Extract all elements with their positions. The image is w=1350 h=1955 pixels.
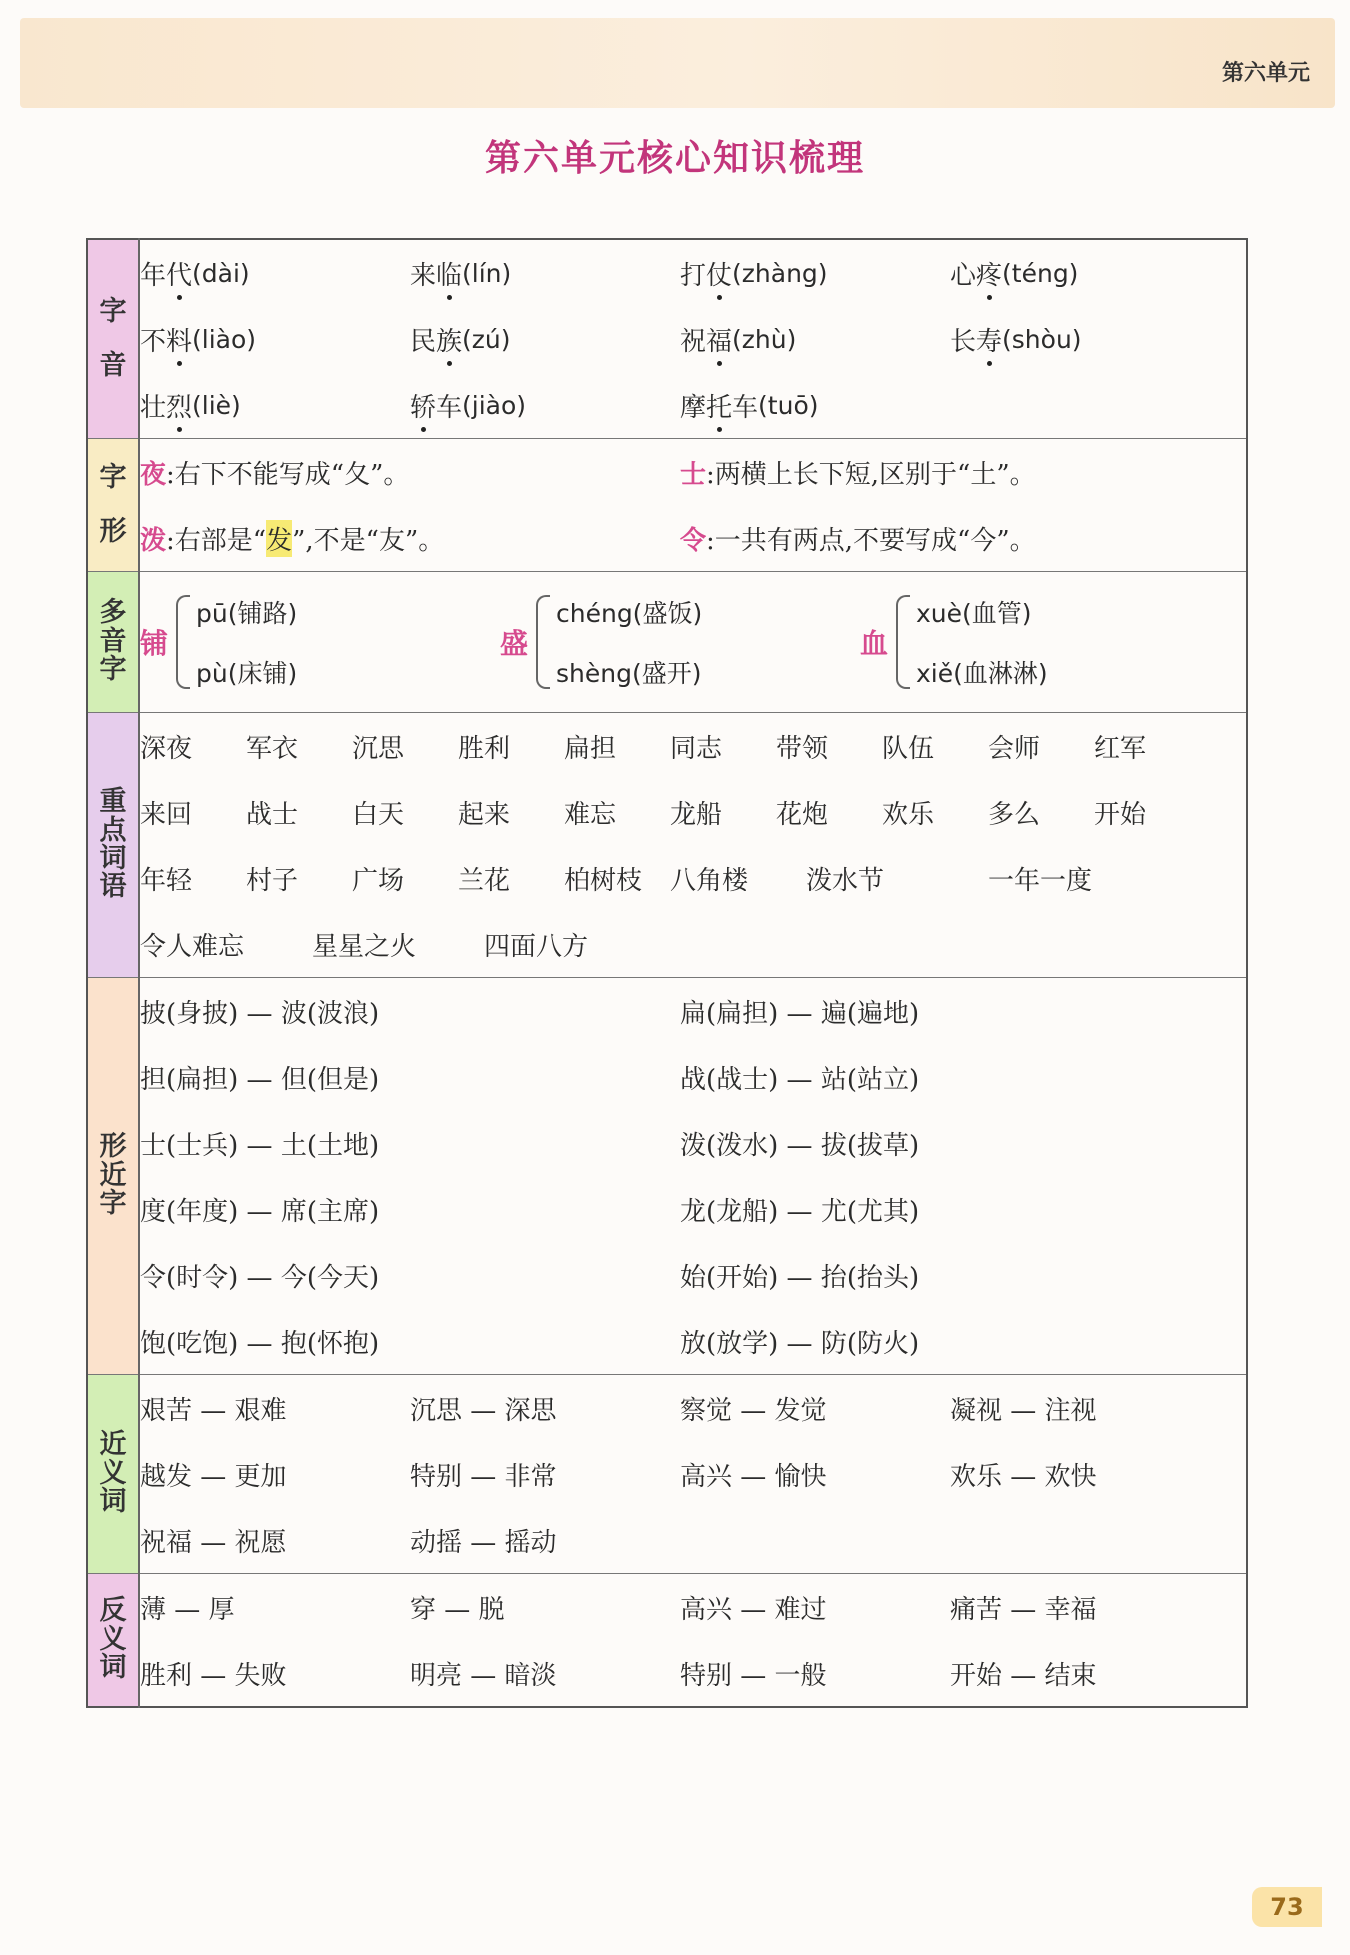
- similar-shape-content: [139, 978, 1247, 1375]
- keyword: 队伍: [882, 733, 935, 764]
- pair-item: 始(开始) — 抬(抬头): [680, 1262, 920, 1293]
- antonym-pair: 痛苦 — 幸福: [950, 1594, 1097, 1625]
- section-polyphonic: [87, 572, 1247, 713]
- section-antonyms: [87, 1574, 1247, 1708]
- pair-item: 龙(龙船) — 尤(尤其): [680, 1196, 920, 1227]
- section-keywords: [87, 713, 1247, 978]
- pair-item: 令(时令) — 今(今天): [140, 1262, 380, 1293]
- synonym-pair: 高兴 — 愉快: [680, 1461, 827, 1492]
- keyword: 欢乐: [882, 799, 935, 830]
- antonym-pair: 薄 — 厚: [140, 1594, 235, 1625]
- section-synonyms: [87, 1375, 1247, 1574]
- antonyms-content: [139, 1574, 1247, 1708]
- brace-icon: [536, 595, 550, 689]
- synonym-pair: 动摇 — 摇动: [410, 1527, 557, 1558]
- polyphonic-content: [139, 572, 1247, 713]
- pair-item: 饱(吃饱) — 抱(怀抱): [140, 1328, 380, 1359]
- shape-item: 夜 :右下不能写成“夂”。: [140, 459, 410, 490]
- section-label: 重 点 词 语: [87, 713, 139, 978]
- keyword: 多么: [988, 799, 1041, 830]
- keyword: 同志: [670, 733, 723, 764]
- synonym-pair: 祝福 — 祝愿: [140, 1527, 287, 1558]
- pair-item: 士(士兵) — 土(土地): [140, 1130, 380, 1161]
- keyword: 沉思: [352, 733, 405, 764]
- unit-label: 第六单元: [1221, 61, 1310, 86]
- synonym-pair: 越发 — 更加: [140, 1461, 287, 1492]
- synonym-pair: 凝视 — 注视: [950, 1395, 1097, 1426]
- pair-item: 披(身披) — 波(波浪): [140, 998, 380, 1029]
- keywords-content: [139, 713, 1247, 978]
- antonym-pair: 开始 — 结束: [950, 1660, 1097, 1691]
- keyword: 柏树枝: [564, 865, 643, 896]
- header-band: [20, 18, 1335, 108]
- keyword: 一年一度: [988, 865, 1093, 896]
- antonym-pair: 明亮 — 暗淡: [410, 1660, 557, 1691]
- keyword: 白天: [352, 799, 405, 830]
- keyword: 难忘: [564, 799, 617, 830]
- keyword: 带领: [776, 733, 829, 764]
- pair-item: 扁(扁担) — 遍(遍地): [680, 998, 920, 1029]
- keyword: 红军: [1094, 733, 1147, 764]
- keyword: 兰花: [458, 865, 511, 896]
- synonym-pair: 察觉 — 发觉: [680, 1395, 827, 1426]
- antonym-pair: 特别 — 一般: [680, 1660, 827, 1691]
- page-title: 第六单元核心知识梳理: [484, 138, 865, 179]
- keyword: 来回: [140, 799, 193, 830]
- section-label: 反 义 词: [87, 1574, 139, 1708]
- synonym-pair: 欢乐 — 欢快: [950, 1461, 1097, 1492]
- shape-content: [139, 439, 1247, 572]
- pronunciation-content: [139, 239, 1247, 439]
- keyword: 年轻: [140, 865, 193, 896]
- pronunciation-item: 来 临 (lín): [410, 240, 680, 306]
- pair-item: 泼(泼水) — 拔(拔草): [680, 1130, 920, 1161]
- pair-item: 战(战士) — 站(站立): [680, 1064, 920, 1095]
- page-number: 73: [1252, 1887, 1322, 1927]
- section-label: 多 音 字: [87, 572, 139, 713]
- polyphonic-item: 血 xuè(血管) xiě(血淋淋): [860, 582, 1220, 702]
- section-label: 形 近 字: [87, 978, 139, 1375]
- shape-item: 士 :两横上长下短,区别于“土”。: [680, 459, 1036, 490]
- keyword: 四面八方: [484, 931, 589, 962]
- keyword: 广场: [352, 865, 405, 896]
- synonyms-content: [139, 1375, 1247, 1574]
- pair-item: 放(放学) — 防(防火): [680, 1328, 920, 1359]
- keyword: 会师: [988, 733, 1041, 764]
- polyphonic-item: 盛 chéng(盛饭) shèng(盛开): [500, 582, 860, 702]
- polyphonic-item: 铺 pū(铺路) pù(床铺): [140, 582, 500, 702]
- section-label: 近 义 词: [87, 1375, 139, 1574]
- pronunciation-item: 长 寿 (shòu): [950, 306, 1220, 372]
- shape-item: 泼 :右部是“ 发 ”,不是“友”。: [140, 505, 680, 571]
- section-label: 字 音: [87, 239, 139, 439]
- keyword: 村子: [246, 865, 299, 896]
- shape-item: 令 :一共有两点,不要写成“今”。: [680, 525, 1036, 556]
- antonym-pair: 高兴 — 难过: [680, 1594, 827, 1625]
- keyword: 起来: [458, 799, 511, 830]
- keyword: 花炮: [776, 799, 829, 830]
- keyword: 星星之火: [312, 931, 417, 962]
- keyword: 泼水节: [806, 865, 885, 896]
- brace-icon: [176, 595, 190, 689]
- keyword: 令人难忘: [140, 931, 245, 962]
- keyword: 军衣: [246, 733, 299, 764]
- pronunciation-item: 民 族 (zú): [410, 306, 680, 372]
- antonym-pair: 胜利 — 失败: [140, 1660, 287, 1691]
- pronunciation-item: 轿 车 (jiào): [410, 372, 680, 438]
- knowledge-table: [86, 238, 1248, 1708]
- section-similar-shape: [87, 978, 1247, 1375]
- keyword: 开始: [1094, 799, 1147, 830]
- pronunciation-item: 打 仗 (zhàng): [680, 240, 950, 306]
- pronunciation-item: 不 料 (liào): [140, 306, 410, 372]
- keyword: 深夜: [140, 733, 193, 764]
- brace-icon: [896, 595, 910, 689]
- keyword: 八角楼: [670, 865, 749, 896]
- pronunciation-item: 壮 烈 (liè): [140, 372, 410, 438]
- synonym-pair: 特别 — 非常: [410, 1461, 557, 1492]
- pronunciation-item: 心 疼 (téng): [950, 240, 1220, 306]
- keyword: 战士: [246, 799, 299, 830]
- antonym-pair: 穿 — 脱: [410, 1594, 505, 1625]
- keyword: 龙船: [670, 799, 723, 830]
- pronunciation-item: 祝 福 (zhù): [680, 306, 950, 372]
- section-shape: [87, 439, 1247, 572]
- synonym-pair: 沉思 — 深思: [410, 1395, 557, 1426]
- pair-item: 度(年度) — 席(主席): [140, 1196, 380, 1227]
- pair-item: 担(扁担) — 但(但是): [140, 1064, 380, 1095]
- section-pronunciation: [87, 239, 1247, 439]
- pronunciation-item: 摩 托 车 (tuō): [680, 372, 950, 438]
- pronunciation-item: 年 代 (dài): [140, 240, 410, 306]
- keyword: 胜利: [458, 733, 511, 764]
- synonym-pair: 艰苦 — 艰难: [140, 1395, 287, 1426]
- keyword: 扁担: [564, 733, 617, 764]
- section-label: 字 形: [87, 439, 139, 572]
